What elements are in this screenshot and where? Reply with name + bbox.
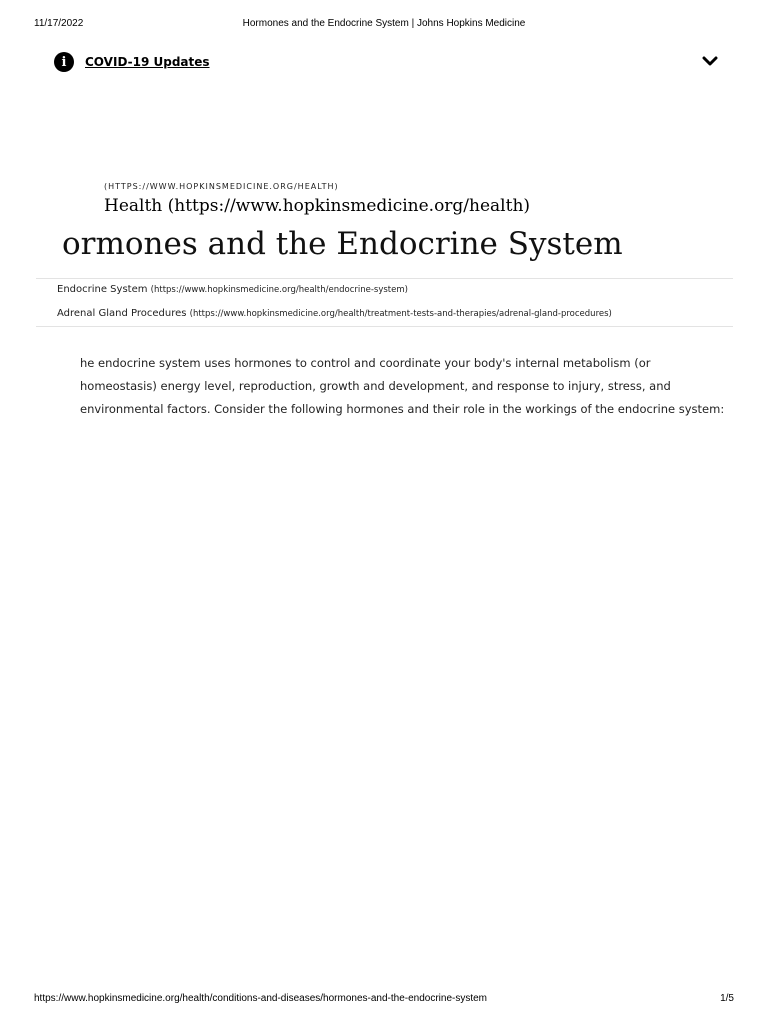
- intro-line: environmental factors. Consider the following hormones and their role in the workings of the endocrine system:: [80, 402, 725, 416]
- related-link-endocrine-system[interactable]: [57, 284, 408, 295]
- related-link-url[interactable]: (https://www.hopkinsmedicine.org/health/endocrine-system): [150, 285, 408, 295]
- related-link-adrenal-gland-procedures[interactable]: [57, 308, 612, 319]
- print-page-number: 1/5: [720, 993, 734, 1004]
- chevron-down-icon[interactable]: [702, 56, 718, 68]
- print-date: 11/17/2022: [34, 18, 84, 29]
- related-link-label[interactable]: Endocrine System: [57, 284, 148, 295]
- print-footer-url: https://www.hopkinsmedicine.org/health/conditions-and-diseases/hormones-and-the-endocrine-system: [34, 993, 488, 1004]
- covid-updates-bar[interactable]: [54, 50, 718, 74]
- intro-line: he endocrine system uses hormones to control and coordinate your body's internal metabolism (or: [80, 356, 651, 370]
- intro-line: homeostasis) energy level, reproduction, growth and development, and response to injury, stress, and: [80, 379, 671, 393]
- related-link-label[interactable]: Adrenal Gland Procedures: [57, 308, 187, 319]
- page-title: ormones and the Endocrine System: [62, 226, 623, 262]
- breadcrumb-url[interactable]: (HTTPS://WWW.HOPKINSMEDICINE.ORG/HEALTH): [104, 182, 339, 191]
- breadcrumb-health-link[interactable]: Health (https://www.hopkinsmedicine.org/health): [104, 196, 531, 216]
- print-title: Hormones and the Endocrine System | Johns Hopkins Medicine: [242, 18, 526, 29]
- divider: [36, 278, 733, 279]
- covid-updates-link[interactable]: COVID-19 Updates: [85, 55, 210, 69]
- intro-paragraph: [80, 352, 740, 421]
- divider: [36, 326, 733, 327]
- related-link-url[interactable]: (https://www.hopkinsmedicine.org/health/treatment-tests-and-therapies/adrenal-gland-procedures): [189, 309, 612, 319]
- info-icon: i: [54, 52, 74, 72]
